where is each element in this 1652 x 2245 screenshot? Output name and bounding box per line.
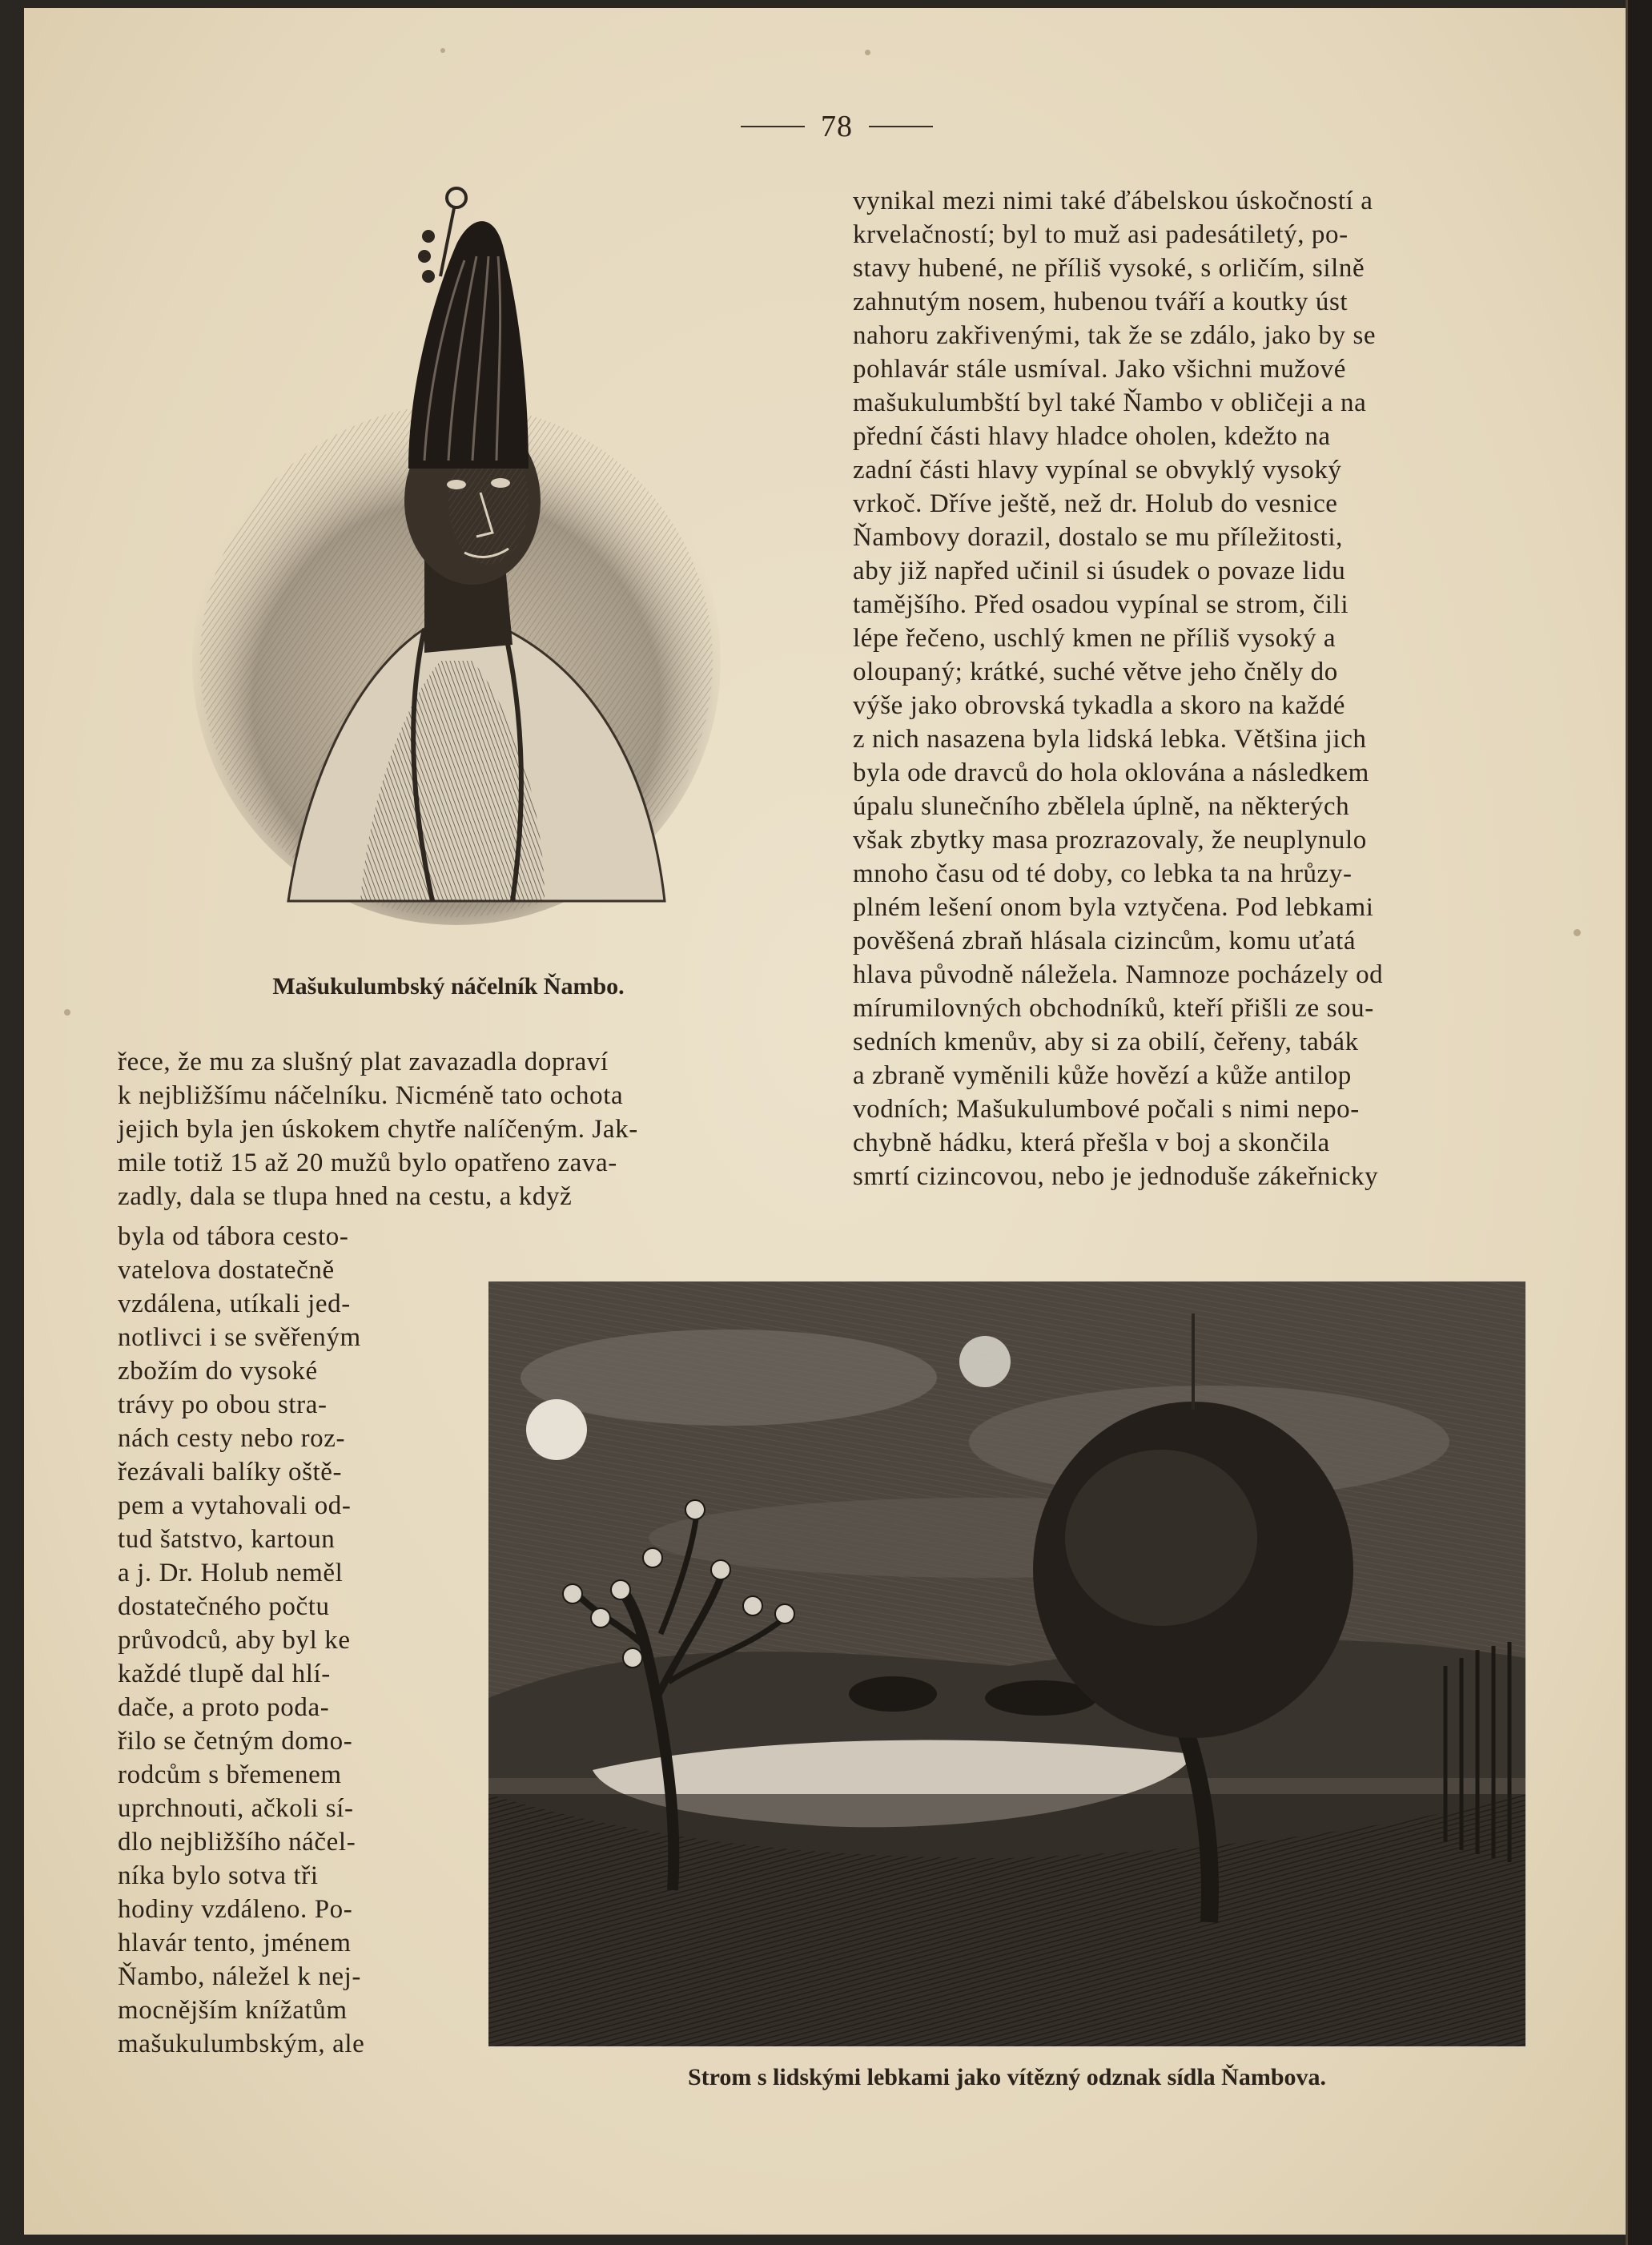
text-line: mocnějším knížatům <box>118 1996 348 2025</box>
text-line: mnoho času od té doby, co lebka ta na hrůzy- <box>853 859 1353 888</box>
text-line: Ňambo, náležel k nej- <box>118 1962 361 1991</box>
text-line: přední části hlavy hladce oholen, kdežto na <box>853 422 1331 451</box>
foxing-spot <box>440 48 445 53</box>
right-text-column <box>853 184 1525 1193</box>
text-line: vodních; Mašukulumbové počali s nimi nepo- <box>853 1095 1360 1124</box>
portrait-caption: Mašukulumbský náčelník Ňambo. <box>272 973 625 1000</box>
text-line: pohlavár stále usmíval. Jako všichni mužové <box>853 355 1346 384</box>
text-line: výše jako obrovská tykadla a skoro na každé <box>853 691 1346 720</box>
text-line: byla ode dravců do hola oklována a následkem <box>853 758 1369 787</box>
text-line: zadly, dala se tlupa hned na cestu, a když <box>118 1182 573 1211</box>
text-line: mašukulumbským, ale <box>118 2030 365 2058</box>
scene-caption: Strom s lidskými lebkami jako vítězný odznak sídla Ňambova. <box>687 2064 1327 2090</box>
foxing-spot <box>64 1009 70 1016</box>
skull-icon <box>775 1604 794 1623</box>
text-line: sedních kmenův, aby si za obilí, čeřeny, tabák <box>853 1028 1359 1056</box>
text-line: vzdálena, utíkali jed- <box>118 1289 351 1318</box>
text-line: zahnutým nosem, hubenou tváří a koutky úst <box>853 288 1349 316</box>
night-scene-engraving <box>488 1281 1525 2046</box>
skull-icon <box>611 1580 630 1599</box>
text-line: z nich nasazena byla lidská lebka. Většina jich <box>853 725 1367 754</box>
text-line: Ňambovy dorazil, dostalo se mu příležitosti, <box>853 523 1344 552</box>
left-text-column-narrow <box>118 1220 470 2061</box>
text-line: vatelova dostatečně <box>118 1256 335 1285</box>
moon-icon <box>526 1399 587 1460</box>
skull-icon <box>685 1500 705 1519</box>
text-line: mírumilovných obchodníků, kteří přišli ze sou- <box>853 994 1374 1023</box>
text-line: stavy hubené, ne příliš vysoké, s orličím, silně <box>853 254 1365 283</box>
skull-icon <box>643 1548 662 1567</box>
text-line: tud šatstvo, kartoun <box>118 1525 336 1554</box>
text-line: aby již napřed učinil si úsudek o povaze lidu <box>853 557 1346 585</box>
text-line: dlo nejbližšího náčel- <box>118 1828 356 1857</box>
text-line: řezávali balíky oště- <box>118 1458 343 1487</box>
text-line: hlavár tento, jménem <box>118 1929 352 1957</box>
text-line: uprchnouti, ačkoli sí- <box>118 1794 354 1823</box>
text-line: byla od tábora cesto- <box>118 1222 349 1251</box>
header-rule-right <box>869 126 933 127</box>
skull-icon <box>623 1648 642 1668</box>
text-line: každé tlupě dal hlí- <box>118 1660 331 1688</box>
text-line: oloupaný; krátké, suché větve jeho čněly do <box>853 658 1338 686</box>
text-line: úpalu slunečního zbělela úplně, na některých <box>853 792 1350 821</box>
foxing-spot <box>1574 929 1581 936</box>
text-line: krvelačností; byl to muž asi padesátiletý, po- <box>853 220 1349 249</box>
text-line: rodcům s břemenem <box>118 1760 342 1789</box>
text-line: chybně hádku, která přešla v boj a skončila <box>853 1129 1330 1157</box>
text-line: smrtí cizincovou, nebo je jednoduše zákeřnicky <box>853 1162 1379 1191</box>
text-line: vrkoč. Dříve ještě, než dr. Holub do vesnice <box>853 489 1338 518</box>
text-line: zadní části hlavy vypínal se obvyklý vysoký <box>853 456 1342 485</box>
text-line: pověšená zbraň hlásala cizincům, komu uťatá <box>853 927 1357 956</box>
text-line: dostatečného počtu <box>118 1592 330 1621</box>
text-line: plném lešení onom byla vztyčena. Pod lebkami <box>853 893 1374 922</box>
text-line: řece, že mu za slušný plat zavazadla dopraví <box>118 1048 609 1076</box>
text-line: hodiny vzdáleno. Po- <box>118 1895 353 1924</box>
text-line: však zbytky masa prozrazovaly, že neuplynulo <box>853 826 1367 855</box>
portrait-engraving <box>168 180 729 961</box>
text-line: k nejbližšímu náčelníku. Nicméně tato ochota <box>118 1081 624 1110</box>
text-line: jejich byla jen úskokem chytře nalíčeným. Jak- <box>118 1115 638 1144</box>
text-line: notlivci i se svěřeným <box>118 1323 361 1352</box>
text-line: vynikal mezi nimi také ďábelskou úskočností a <box>853 187 1373 215</box>
book-page <box>24 8 1626 2235</box>
text-line: hlava původně náležela. Namnoze pocházely od <box>853 960 1384 989</box>
skull-icon <box>591 1608 610 1627</box>
foxing-spot <box>865 50 870 55</box>
skull-icon <box>711 1560 730 1579</box>
page-number: 78 <box>821 110 853 143</box>
text-line: řilo se četným domo- <box>118 1727 353 1756</box>
text-line: lépe řečeno, uschlý kmen ne příliš vysoký a <box>853 624 1336 653</box>
text-line: tamějšího. Před osadou vypínal se strom, čili <box>853 590 1349 619</box>
left-text-column-top <box>118 1045 822 1213</box>
text-line: mile totiž 15 až 20 mužů bylo opatřeno zava- <box>118 1149 617 1177</box>
text-line: průvodců, aby byl ke <box>118 1626 351 1655</box>
skull-icon <box>563 1584 582 1603</box>
text-line: trávy po obou stra- <box>118 1390 328 1419</box>
header-rule-left <box>741 126 805 127</box>
text-line: dače, a proto poda- <box>118 1693 330 1722</box>
text-line: mašukulumbští byl také Ňambo v obličeji a na <box>853 388 1367 417</box>
skull-icon <box>743 1596 762 1615</box>
text-line: a zbraně vyměnili kůže hovězí a kůže antilop <box>853 1061 1352 1090</box>
text-line: nách cesty nebo roz- <box>118 1424 346 1453</box>
text-line: níka bylo sotva tři <box>118 1861 319 1890</box>
text-line: a j. Dr. Holub neměl <box>118 1559 344 1587</box>
text-line: nahoru zakřivenými, tak že se zdálo, jako by se <box>853 321 1377 350</box>
text-line: pem a vytahovali od- <box>118 1491 352 1520</box>
book-binding-edge <box>1626 0 1652 2245</box>
page-header <box>713 109 961 144</box>
text-line: zbožím do vysoké <box>118 1357 318 1386</box>
